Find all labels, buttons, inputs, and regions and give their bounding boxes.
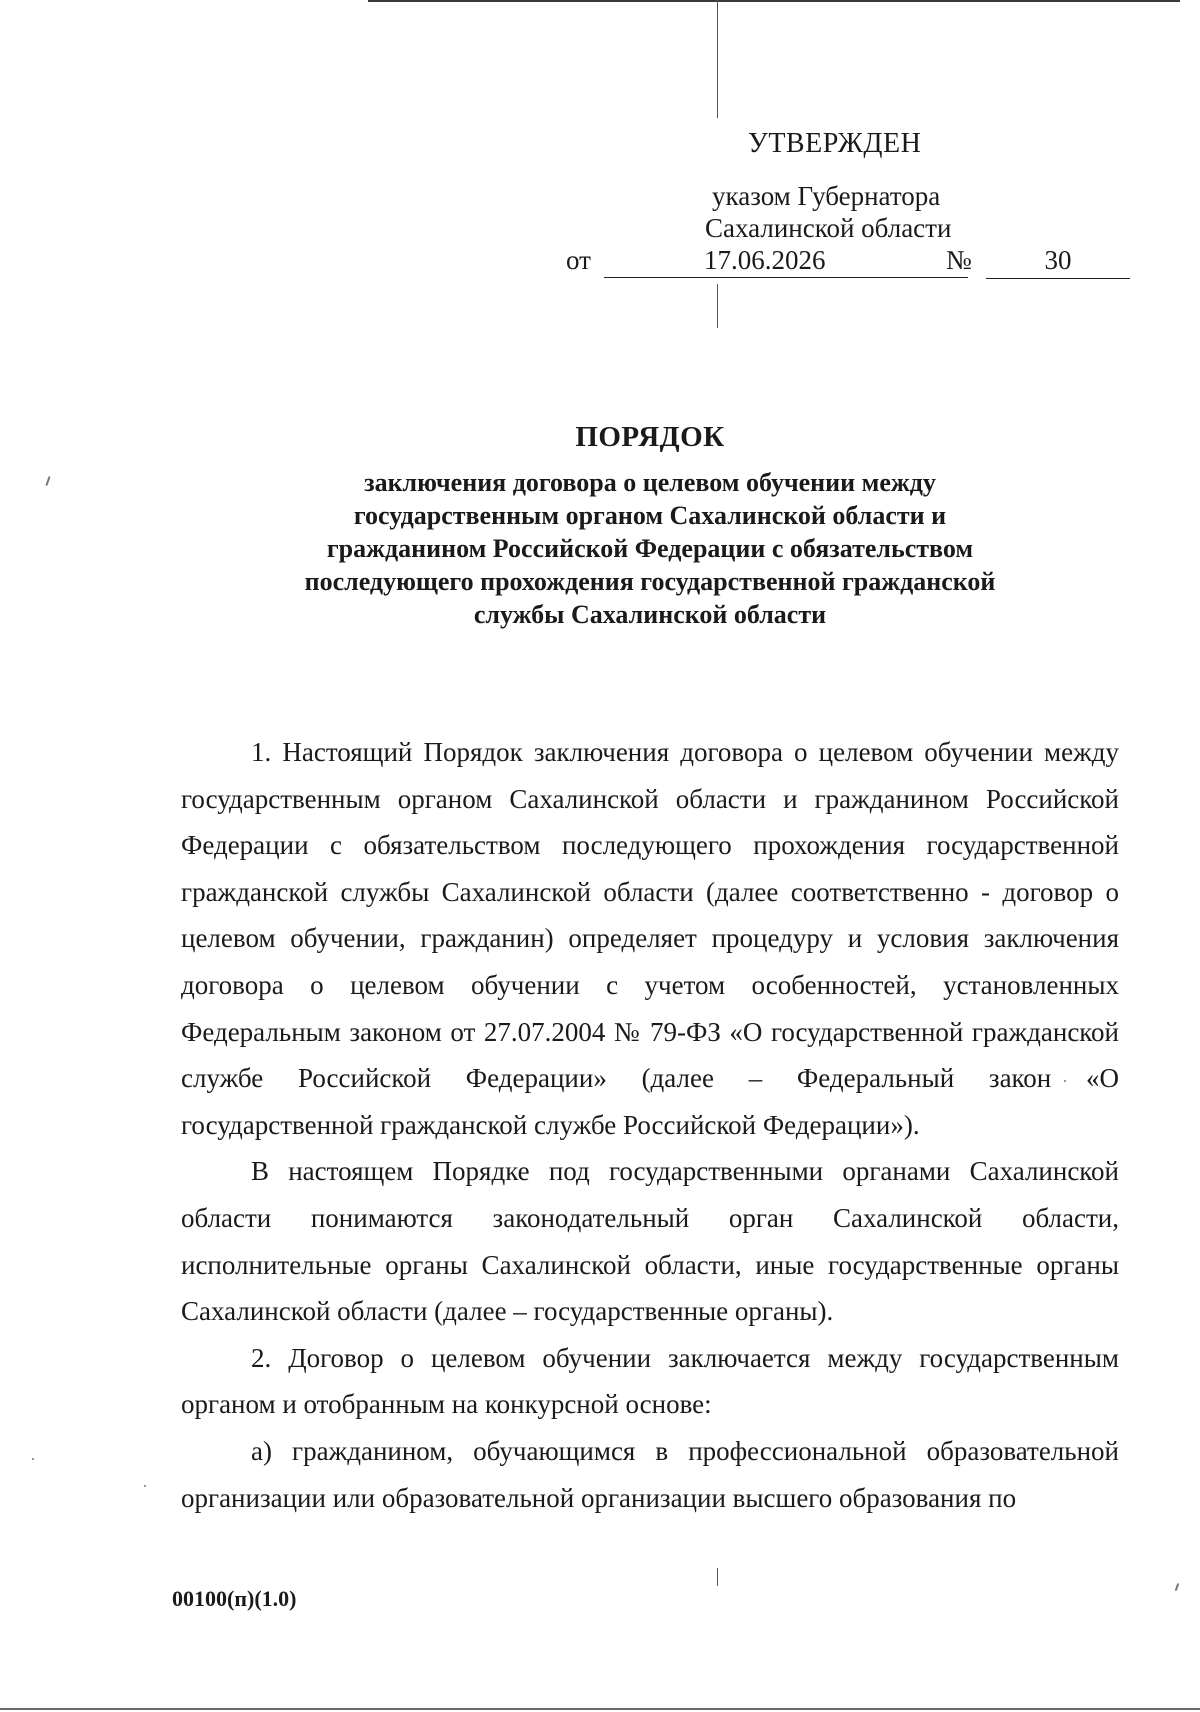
approval-number: 30 [986, 244, 1130, 279]
form-code: 00100(п)(1.0) [172, 1586, 297, 1611]
approval-title: УТВЕРЖДЕН [748, 128, 922, 159]
approval-date-row [566, 244, 1130, 278]
scan-speck [1175, 1583, 1179, 1591]
paragraph: 2. Договор о целевом обучении заключается между государственным органом и отобранным на конкурсной основе: [181, 1342, 1119, 1420]
document-subheading: заключения договора о целевом обучении между государственным органом Сахалинской области и гражданином Российской Федерации с обязательством последующего прохождения государственной гражданской службы Сахалинской области [304, 468, 996, 629]
document-body [181, 729, 1119, 1521]
approval-issuer: указом Губернатора [712, 181, 941, 211]
scan-speck [45, 476, 50, 486]
fold-mark [717, 0, 718, 118]
paragraph: 1. Настоящий Порядок заключения договора о целевом обучении между государственным органом Сахалинской области и гражданином Российской Федерации с обязательством последующего прохождения государственной гражданской службы Сахалинской области (далее соответственно - договор о целевом обучении, гражданин) определяет процедуру и условия заключения договора о целевом обучении с учетом особенностей, установленных Федеральным законом от 27.07.2004 № 79-ФЗ «О государственной гражданской службе Российской Федерации» (далее – Федеральный закон «О государственной гражданской службе Российской Федерации»). [181, 737, 1119, 1140]
document-heading: ПОРЯДОК [575, 421, 725, 453]
number-sign: № [946, 245, 972, 275]
approval-region: Сахалинской области [705, 213, 952, 243]
paragraph: В настоящем Порядке под государственными органами Сахалинской области понимаются законодательный орган Сахалинской области, исполнительные органы Сахалинской области, иные государственные органы Сахалинской области (далее – государственные органы). [181, 1156, 1119, 1327]
fold-mark [717, 284, 718, 328]
scan-speck [144, 1485, 146, 1487]
fold-mark [717, 1568, 718, 1586]
scan-edge-top [368, 0, 1180, 2]
approval-date: 17.06.2026 [604, 244, 968, 278]
scan-edge-bottom [0, 1708, 1200, 1710]
paragraph: а) гражданином, обучающимся в профессиональной образовательной организации или образовательной организации высшего образования по [181, 1435, 1119, 1513]
date-from-label: от [566, 245, 591, 275]
scan-speck [32, 1458, 34, 1460]
